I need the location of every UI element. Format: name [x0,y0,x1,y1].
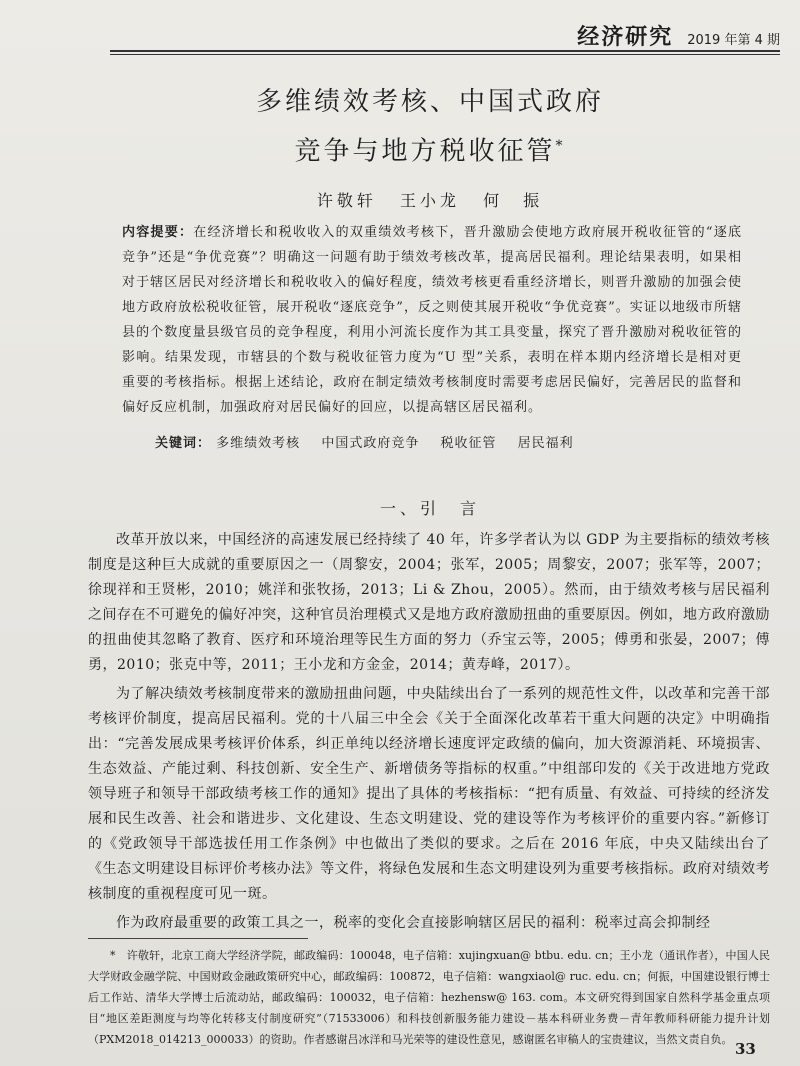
keywords-label: 关键词： [155,436,212,451]
abstract [122,220,742,420]
body-paragraph: 为了解决绩效考核制度带来的激励扭曲问题，中央陆续出台了一系列的规范性文件，以改革和完善干部考核评价制度，提高居民福利。党的十八届三中全会《关于全面深化改革若干重大问题的决定》中明确指出：“完善发展成果考核评价体系，纠正单纯以经济增长速度评定政绩的偏向，加大资源消耗、环境损害、生态效益、产能过剩、科技创新、安全生产、新增债务等指标的权重。”中组部印发的《关于改进地方党政领导班子和领导干部政绩考核工作的通知》提出了具体的考核指标：“把有质量、有效益、可持续的经济发展和民生改善、社会和谐进步、文化建设、生态文明建设、党的建设等作为考核评价的重要内容。”新修订的《党政领导干部选拔任用工作条例》中也做出了类似的要求。之后在 2016 年底，中央又陆续出台了《生态文明建设目标评价考核办法》等文件，将绿色发展和生态文明建设列为重要考核指标。政府对绩效考核制度的重视程度可见一斑。 [88,686,770,902]
section-heading: 一、引 言 [379,499,480,518]
header-rule-thin [110,54,780,55]
title-line-1: 多维绩效考核、中国式政府 [255,87,604,117]
author-name: 何 振 [483,191,544,210]
author-list [120,188,740,211]
page-number: 33 [735,1040,756,1058]
keyword: 居民福利 [517,436,574,451]
keyword: 税收征管 [440,436,497,451]
body-paragraph: 作为政府最重要的政策工具之一，税率的变化会直接影响辖区居民的福利：税率过高会抑制经 [116,915,711,931]
title-line-2 [120,124,740,174]
author-name: 王小龙 [399,191,460,210]
author-name: 许敬轩 [316,191,377,210]
header-rule [110,50,780,52]
body-paragraph: 改革开放以来，中国经济的高速发展已经持续了 40 年，许多学者认为以 GDP 为主要指标的绩效考核制度是这种巨大成就的重要原因之一（周黎安，2004；张军，2005；周黎安，2007；张军等，2007；徐现祥和王贤彬，2010；姚洋和张牧扬，2013；Li & Zhou，2005）。然而，由于绩效考核与居民福利之间存在不可避免的偏好冲突，这种官员治理模式又是地方政府激励扭曲的重要原因。例如，地方政府激励的扭曲使其忽略了教育、医疗和环境治理等民生方面的努力（乔宝云等，2005；傅勇和张晏，2007；傅勇，2010；张克中等，2011；王小龙和方金金，2014；黄寿峰，2017）。 [88,532,770,673]
title-line-2-text: 竞争与地方税收征管 [294,136,556,167]
keyword: 中国式政府竞争 [321,436,420,451]
issue-label: 2019 年第 4 期 [687,33,780,48]
keywords [155,432,755,451]
abstract-text: 在经济增长和税收收入的双重绩效考核下，晋升激励会使地方政府展开税收征管的“逐底竞争”还是“争优竞赛”？明确这一问题有助于绩效考核改革，提高居民福利。理论结果表明，如果相对于辖区居民对经济增长和税收收入的偏好程度，绩效考核更看重经济增长，则晋升激励的加强会使地方政府放松税收征管，展开税收“逐底竞争”，反之则使其展开税收“争优竞赛”。实证以地级市所辖县的个数度量县级官员的竞争程度，利用小河流长度作为其工具变量，探究了晋升激励对税收征管的影响。结果发现，市辖县的个数与税收征管力度为“U 型”关系，表明在样本期内经济增长是相对更重要的考核指标。根据上述结论，政府在制定绩效考核制度时需要考虑居民偏好，完善居民的监督和偏好反应机制，加强政府对居民偏好的回应，以提高辖区居民福利。 [122,225,742,415]
abstract-label: 内容提要： [122,225,194,240]
footnote-rule [88,938,308,939]
article-title [120,80,740,174]
body-text [88,528,770,936]
keyword: 多维绩效考核 [216,436,301,451]
author-footnote: * 许敬轩，北京工商大学经济学院，邮政编码：100048，电子信箱：xujingxuan@ btbu. edu. cn；王小龙（通讯作者），中国人民大学财政金融学院、中国财政金融政策研究中心，邮政编码：100872，电子信箱：wangxiaol@ ruc. edu. cn；何振，中国建设银行博士后工作站、清华大学博士后流动站，邮政编码：100032，电子信箱：hezhensw@ 163. com。本文研究得到国家自然科学基金重点项目“地区差距测度与均等化转移支付制度研究”（71533006）和科技创新服务能力建设－基本科研业务费－青年教师科研能力提升计划（PXM2018_014213_000033）的资助。作者感谢吕冰洋和马光荣等的建设性意见，感谢匿名审稿人的宝贵建议，当然文责自负。 [88,949,771,1046]
journal-logo: 经济研究 [577,24,674,50]
running-header [120,20,780,48]
title-footnote-marker: * [555,138,566,154]
